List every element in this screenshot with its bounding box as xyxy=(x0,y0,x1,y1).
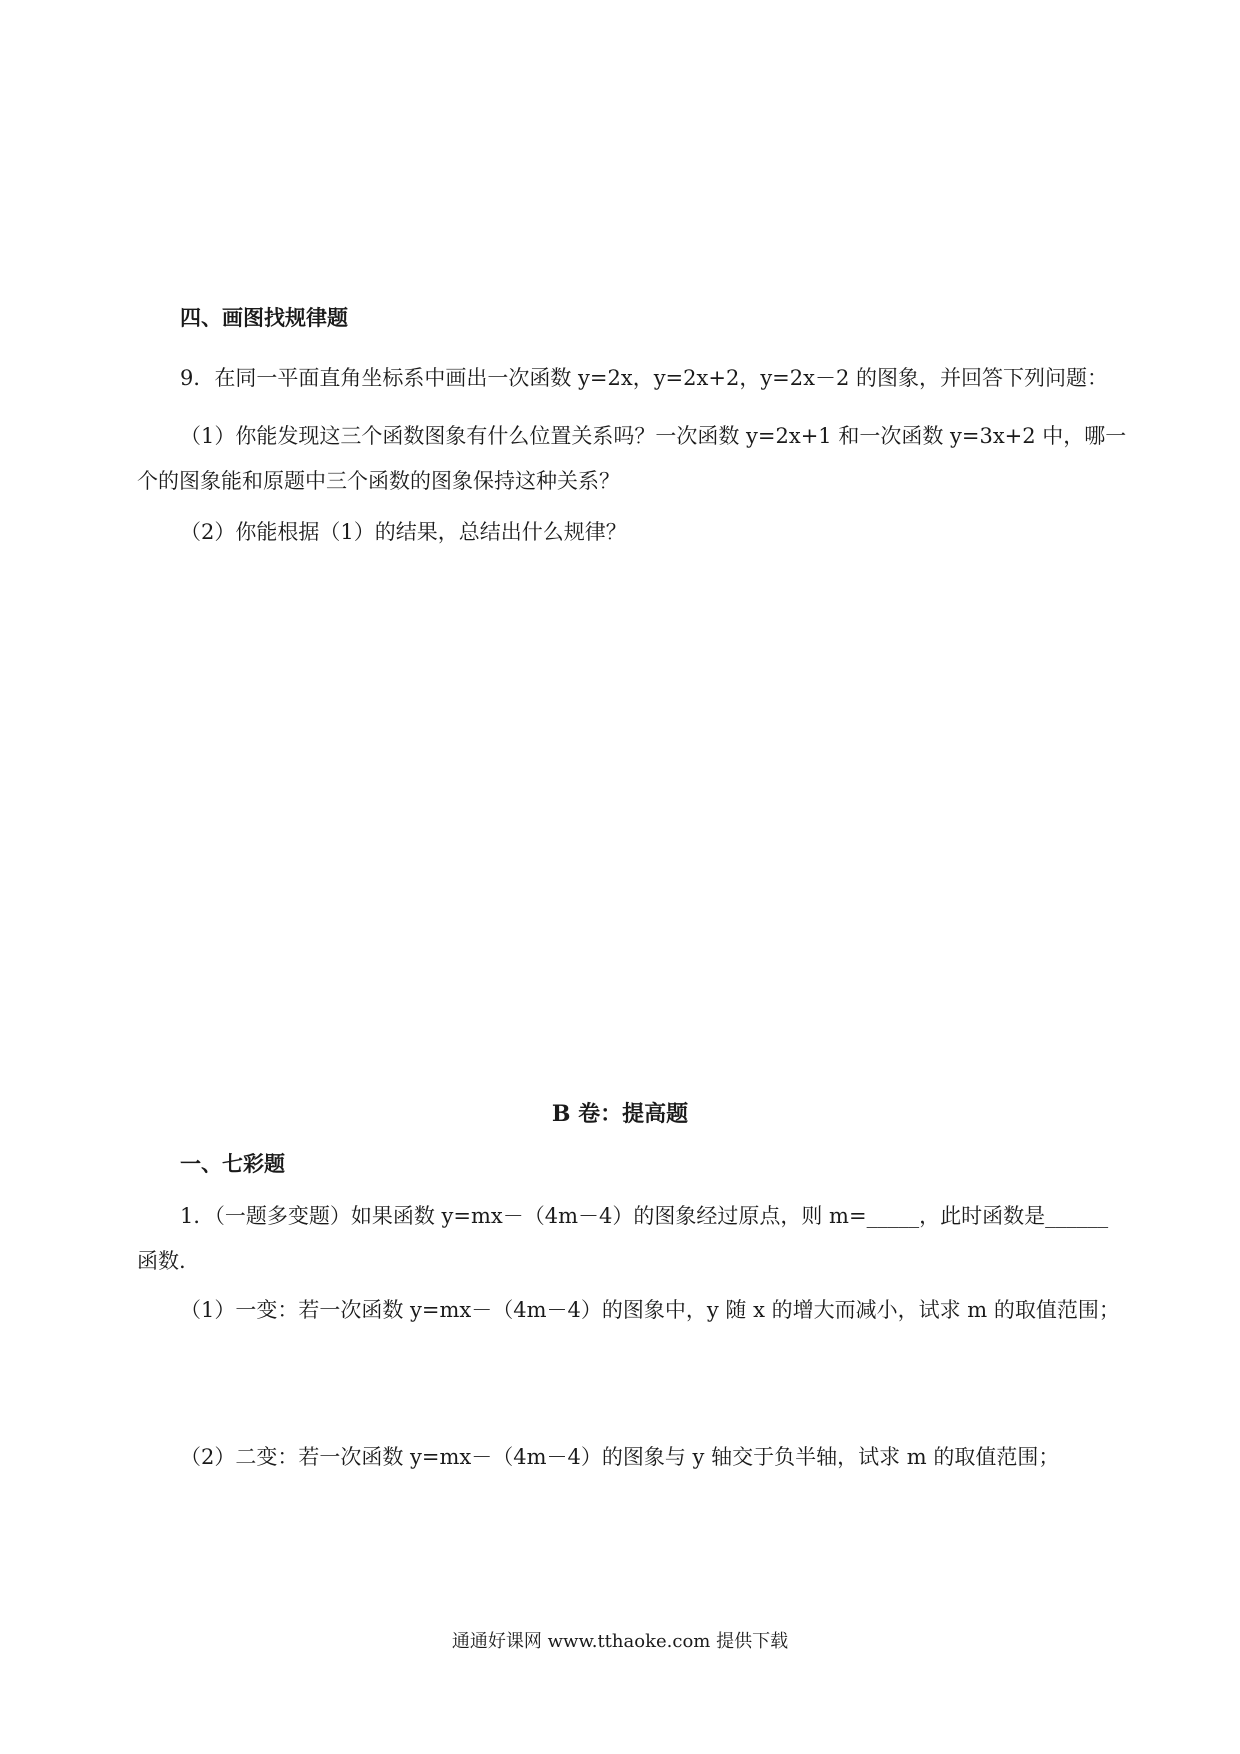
question-9: 9．在同一平面直角坐标系中画出一次函数 y=2x，y=2x+2，y=2x－2 的图象，并回答下列问题： xyxy=(180,366,1109,390)
question-1-variant1: （1）一变：若一次函数 y=mx－（4m－4）的图象中，y 随 x 的增大而减小，试求 m 的取值范围； xyxy=(180,1298,1120,1322)
question-1-line1: 1．（一题多变题）如果函数 y=mx－（4m－4）的图象经过原点，则 m=_____，此时函数是______ xyxy=(180,1204,1109,1228)
section4-heading: 四、画图找规律题 xyxy=(180,305,348,330)
question-1-line2: 函数. xyxy=(137,1249,186,1273)
question-1-variant2: （2）二变：若一次函数 y=mx－（4m－4）的图象与 y 轴交于负半轴，试求 m 的取值范围； xyxy=(180,1445,1060,1469)
footer-source: 通通好课网 www.tthaoke.com 提供下载 xyxy=(451,1631,789,1652)
b-volume-title: B 卷：提高题 xyxy=(551,1101,689,1127)
question-9-part2: （2）你能根据（1）的结果，总结出什么规律？ xyxy=(180,520,627,544)
question-9-part1-line1: （1）你能发现这三个函数图象有什么位置关系吗？一次函数 y=2x+1 和一次函数 y=3x+2 中，哪一 xyxy=(180,424,1127,448)
question-9-part1-line2: 个的图象能和原题中三个函数的图象保持这种关系？ xyxy=(137,469,620,493)
section1-heading: 一、七彩题 xyxy=(180,1151,285,1176)
